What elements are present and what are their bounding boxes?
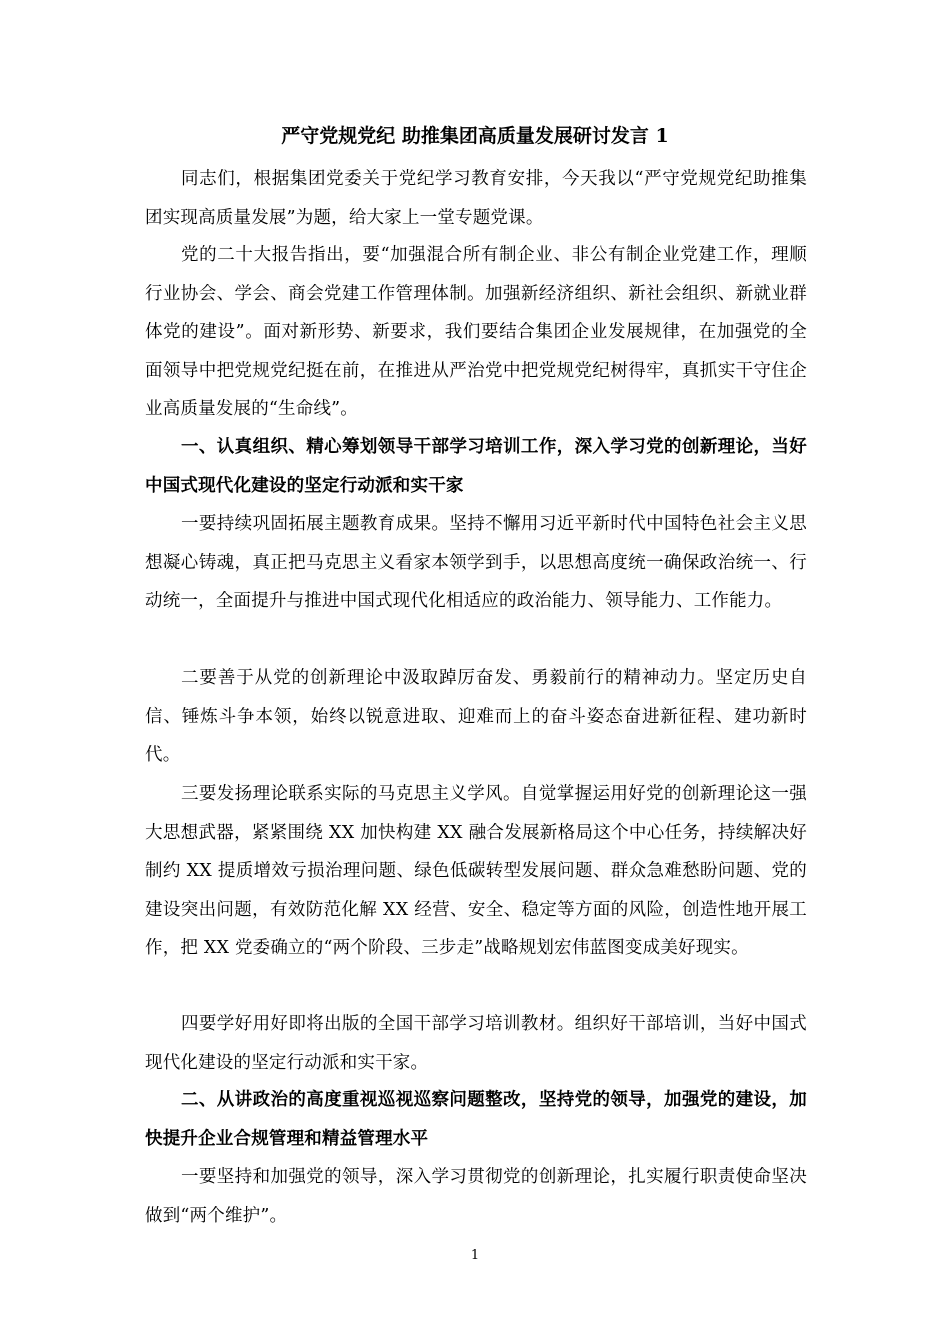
paragraph-point-2-1: 一要坚持和加强党的领导，深入学习贯彻党的创新理论，扎实履行职责使命坚决做到“两个维护”。	[145, 1167, 807, 1226]
document-title: 严守党规党纪 助推集团高质量发展研讨发言 1	[281, 125, 669, 147]
section-heading-1: 一、认真组织、精心筹划领导干部学习培训工作，深入学习党的创新理论，当好中国式现代化建设的坚定行动派和实干家	[145, 437, 807, 496]
paragraph-point-1: 一要持续巩固拓展主题教育成果。坚持不懈用习近平新时代中国特色社会主义思想凝心铸魂，真正把马克思主义看家本领学到手，以思想高度统一确保政治统一、行动统一，全面提升与推进中国式现代化相适应的政治能力、领导能力、工作能力。	[145, 514, 807, 611]
page-number: 1	[470, 1248, 480, 1263]
paragraph-intro: 同志们，根据集团党委关于党纪学习教育安排，今天我以“严守党规党纪助推集团实现高质量发展”为题，给大家上一堂专题党课。	[145, 169, 807, 228]
paragraph-report: 党的二十大报告指出，要“加强混合所有制企业、非公有制企业党建工作，理顺行业协会、学会、商会党建工作管理体制。加强新经济组织、新社会组织、新就业群体党的建设”。面对新形势、新要求，我们要结合集团企业发展规律，在加强党的全面领导中把党规党纪挺在前，在推进从严治党中把党规党纪树得牢，真抓实干守住企业高质量发展的“生命线”。	[145, 245, 807, 419]
paragraph-point-2: 二要善于从党的创新理论中汲取踔厉奋发、勇毅前行的精神动力。坚定历史自信、锤炼斗争本领，始终以锐意进取、迎难而上的奋斗姿态奋进新征程、建功新时代。	[145, 668, 807, 765]
paragraph-point-4: 四要学好用好即将出版的全国干部学习培训教材。组织好干部培训，当好中国式现代化建设的坚定行动派和实干家。	[145, 1014, 807, 1073]
section-heading-2: 二、从讲政治的高度重视巡视巡察问题整改，坚持党的领导，加强党的建设，加快提升企业合规管理和精益管理水平	[145, 1090, 807, 1149]
paragraph-point-3: 三要发扬理论联系实际的马克思主义学风。自觉掌握运用好党的创新理论这一强大思想武器，紧紧围绕 XX 加快构建 XX 融合发展新格局这个中心任务，持续解决好制约 XX 提质增效亏损治理问题、绿色低碳转型发展问题、群众急难愁盼问题、党的建设突出问题，有效防范化解 XX 经营、安全、稳定等方面的风险，创造性地开展工作，把 XX 党委确立的“两个阶段、三步走”战略规划宏伟蓝图变成美好现实。	[145, 784, 807, 958]
